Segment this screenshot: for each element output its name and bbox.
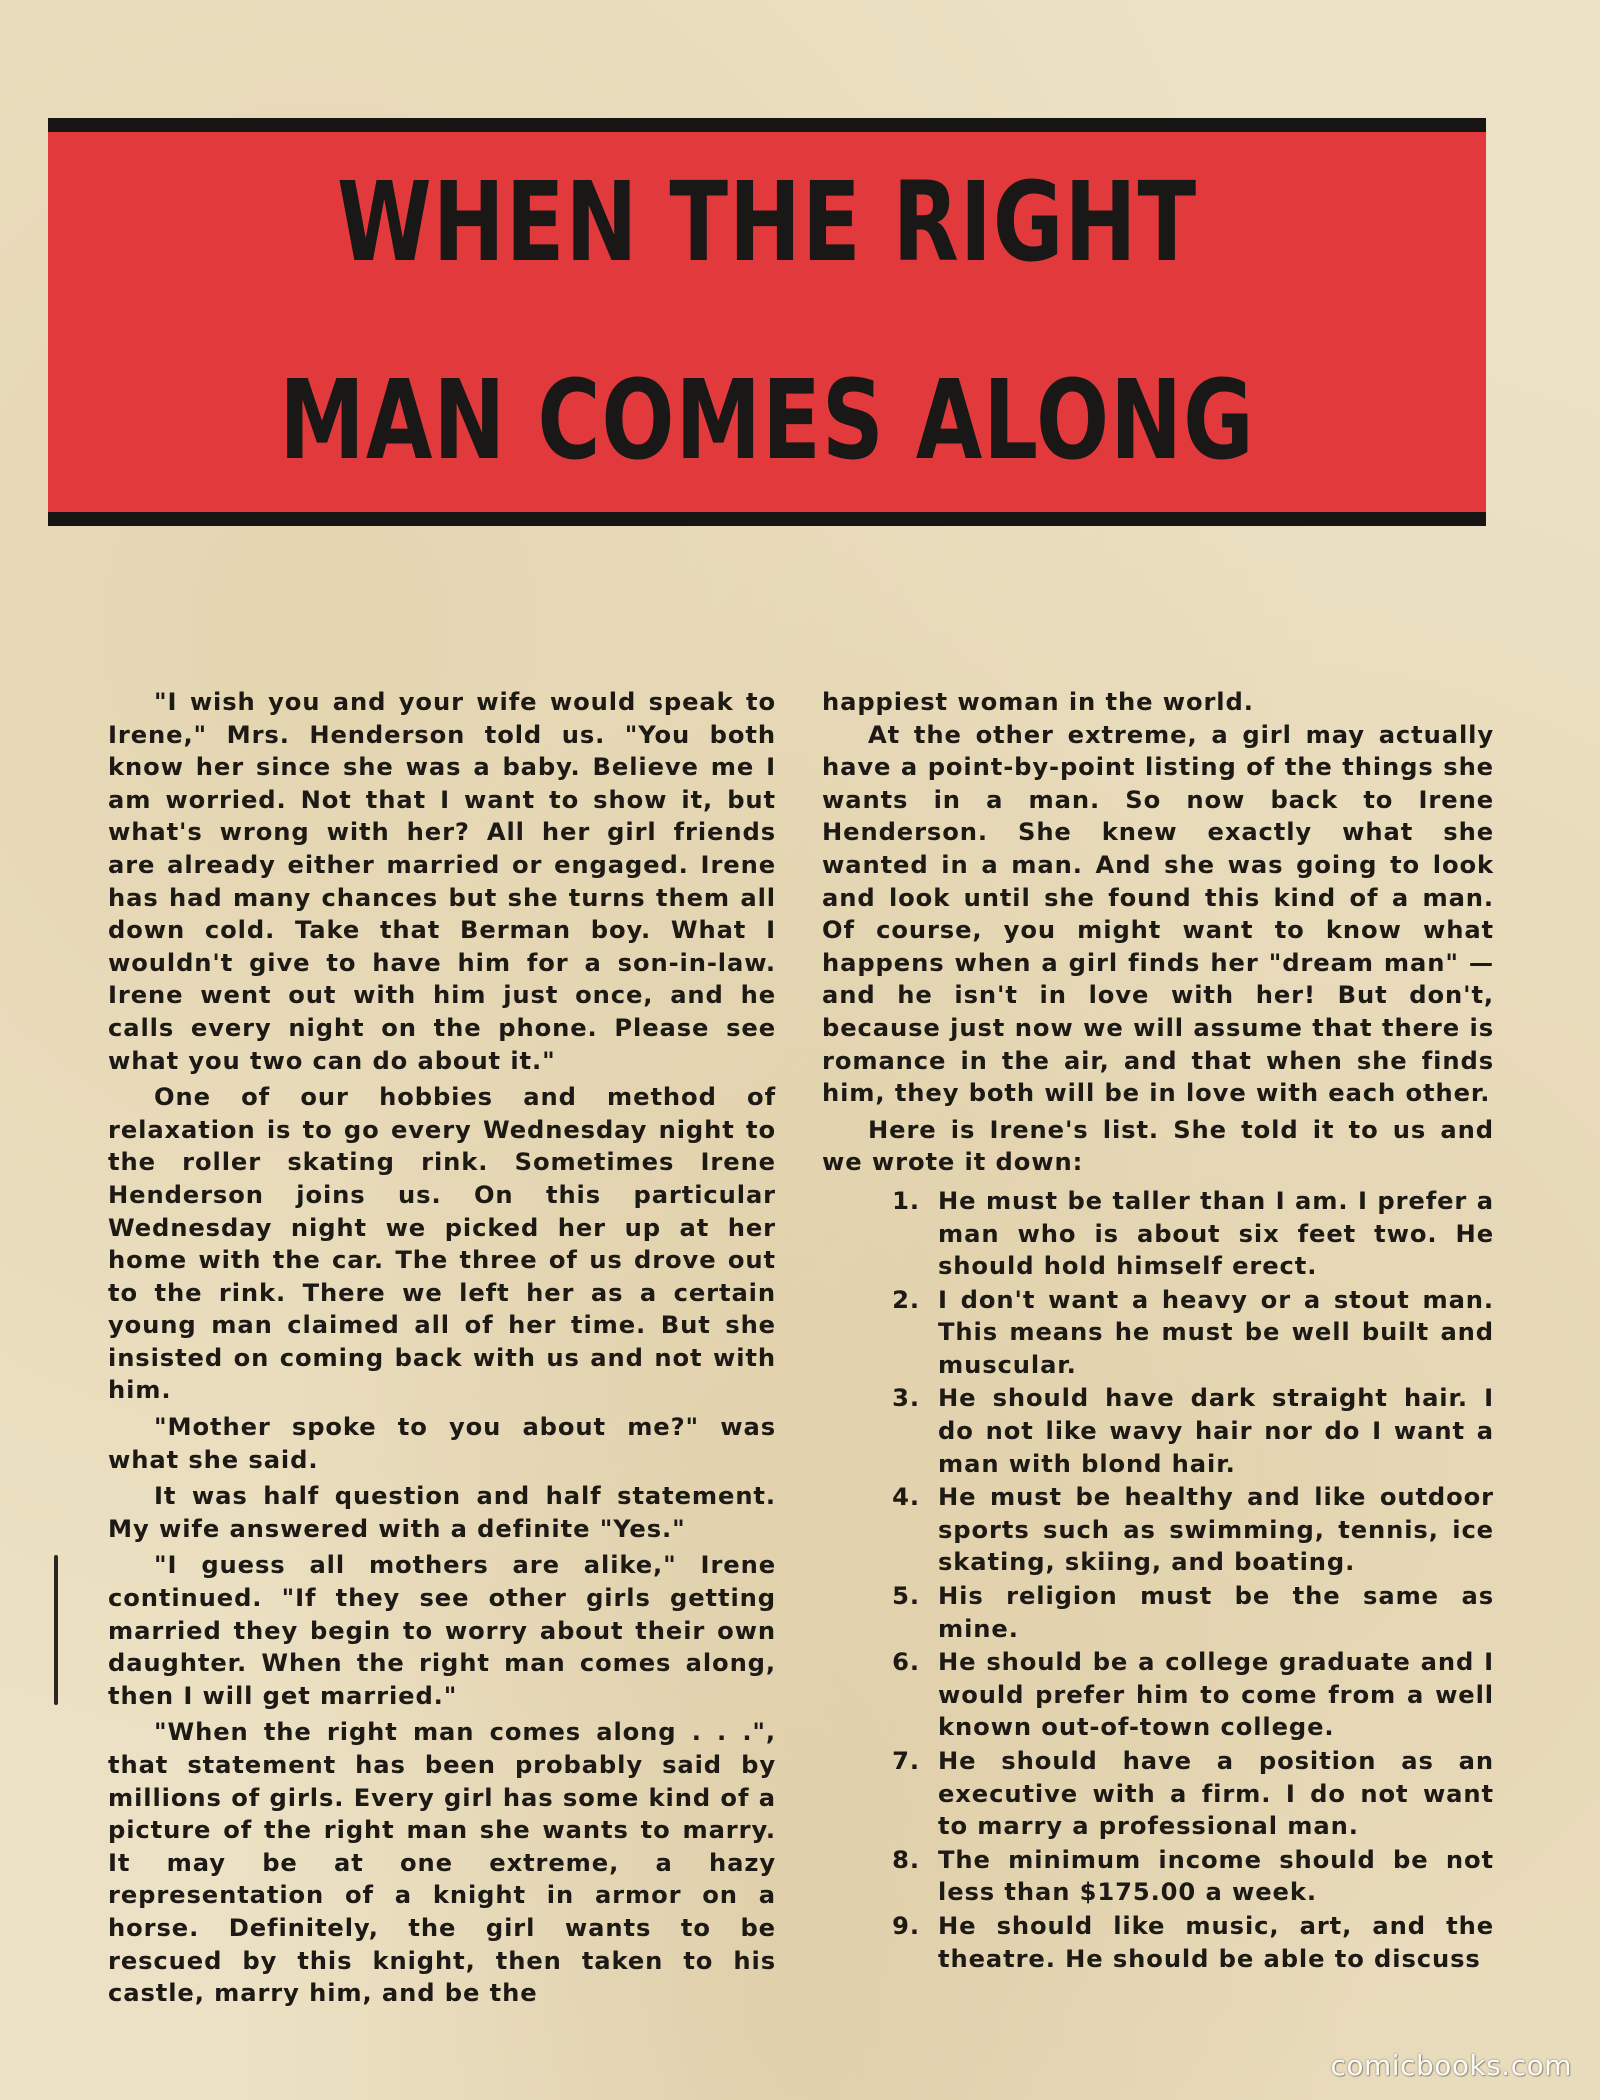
list-item-text: He must be taller than I am. I prefer a man who is about six feet two. He should hold himself erect. <box>938 1186 1494 1281</box>
list-item-number: 2. <box>892 1285 920 1314</box>
list-item-number: 9. <box>892 1911 920 1940</box>
article-paragraph: "I guess all mothers are alike," Irene continued. "If they see other girls getting married they begin to worry about their own daughter. When the right man comes along, then I will get married." <box>108 1551 776 1710</box>
article-paragraph: Here is Irene's list. She told it to us and we wrote it down: <box>822 1115 1494 1177</box>
article-paragraph: At the other extreme, a girl may actually have a point-by-point listing of the things she wants in a man. So now back to Irene Henderson. She knew exactly what she wanted in a man. And she was going to look and look until she found this kind of a man. Of course, you might want to know what happens when a girl finds her "dream man" — and he isn't in love with her! But don't, because just now we will assume that there is romance in the air, and that when she finds him, they both will be in love with each other. <box>822 720 1494 1108</box>
list-item <box>822 1185 1494 1283</box>
article-paragraph: It was half question and half statement. My wife answered with a definite "Yes." <box>108 1482 776 1543</box>
list-item-text: He must be healthy and like outdoor sports such as swimming, tennis, ice skating, skiing, and boating. <box>938 1483 1494 1577</box>
list-item-number: 8. <box>892 1845 920 1874</box>
title-banner <box>48 118 1486 526</box>
list-item-number: 5. <box>892 1582 920 1611</box>
page-title-line-1: WHEN THE RIGHT <box>336 159 1198 287</box>
list-item-number: 3. <box>892 1384 920 1413</box>
list-item-text: He should be a college graduate and I would prefer him to come from a well known out-of-town college. <box>938 1648 1494 1742</box>
list-item-text: The minimum income should be not less than $175.00 a week. <box>938 1845 1494 1907</box>
list-item <box>822 1745 1494 1843</box>
list-item <box>822 1481 1494 1579</box>
article-left-column <box>108 686 776 2010</box>
list-item-text: His religion must be the same as mine. <box>938 1582 1494 1643</box>
requirements-list <box>822 1185 1494 1975</box>
list-item-number: 7. <box>892 1747 920 1775</box>
list-item <box>822 1382 1494 1480</box>
article-paragraph: "When the right man comes along . . .", that statement has been probably said by millions of girls. Every girl has some kind of a picture of the right man she wants to marry. It may be at one extreme, a hazy representation of a knight in armor on a horse. Definitely, the girl wants to be rescued by this knight, then taken to his castle, marry him, and be the <box>108 1718 776 2008</box>
list-item-text: He should have dark straight hair. I do not like wavy hair nor do I want a man with blond hair. <box>938 1384 1494 1478</box>
list-item-number: 4. <box>892 1483 920 1512</box>
list-item-number: 6. <box>892 1648 920 1677</box>
article-right-column <box>822 686 1494 1976</box>
site-watermark: comicbooks.com <box>1330 2049 1572 2082</box>
list-item <box>822 1910 1494 1975</box>
list-item <box>822 1580 1494 1645</box>
list-item <box>822 1844 1494 1909</box>
article-continuation: happiest woman in the world. <box>822 688 1254 716</box>
article-paragraph: "Mother spoke to you about me?" was what she said. <box>108 1413 776 1474</box>
list-item-text: I don't want a heavy or a stout man. This means he must be well built and muscular. <box>938 1285 1494 1379</box>
article-paragraph: "I wish you and your wife would speak to Irene," Mrs. Henderson told us. "You both know her since she was a baby. Believe me I am worried. Not that I want to show it, but what's wrong with her? All her girl friends are already either married or engaged. Irene has had many chances but she turns them all down cold. Take that Berman boy. What I wouldn't give to have him for a son-in-law. Irene went out with him just once, and he calls every night on the phone. Please see what you two can do about it." <box>108 688 776 1075</box>
article-paragraph: One of our hobbies and method of relaxation is to go every Wednesday night to the roller skating rink. Sometimes Irene Henderson joins us. On this particular Wednesday night we picked her up at her home with the car. The three of us drove out to the rink. There we left her as a certain young man claimed all of her time. But she insisted on coming back with us and not with him. <box>108 1083 776 1405</box>
list-item-number: 1. <box>892 1186 920 1215</box>
binding-staple-mark <box>54 1555 58 1705</box>
list-item-text: He should have a position as an executive with a firm. I do not want to marry a professional man. <box>938 1747 1494 1841</box>
list-item <box>822 1284 1494 1382</box>
list-item-text: He should like music, art, and the theatre. He should be able to discuss <box>938 1911 1494 1973</box>
list-item <box>822 1646 1494 1744</box>
page-title-line-2: MAN COMES ALONG <box>279 357 1255 485</box>
